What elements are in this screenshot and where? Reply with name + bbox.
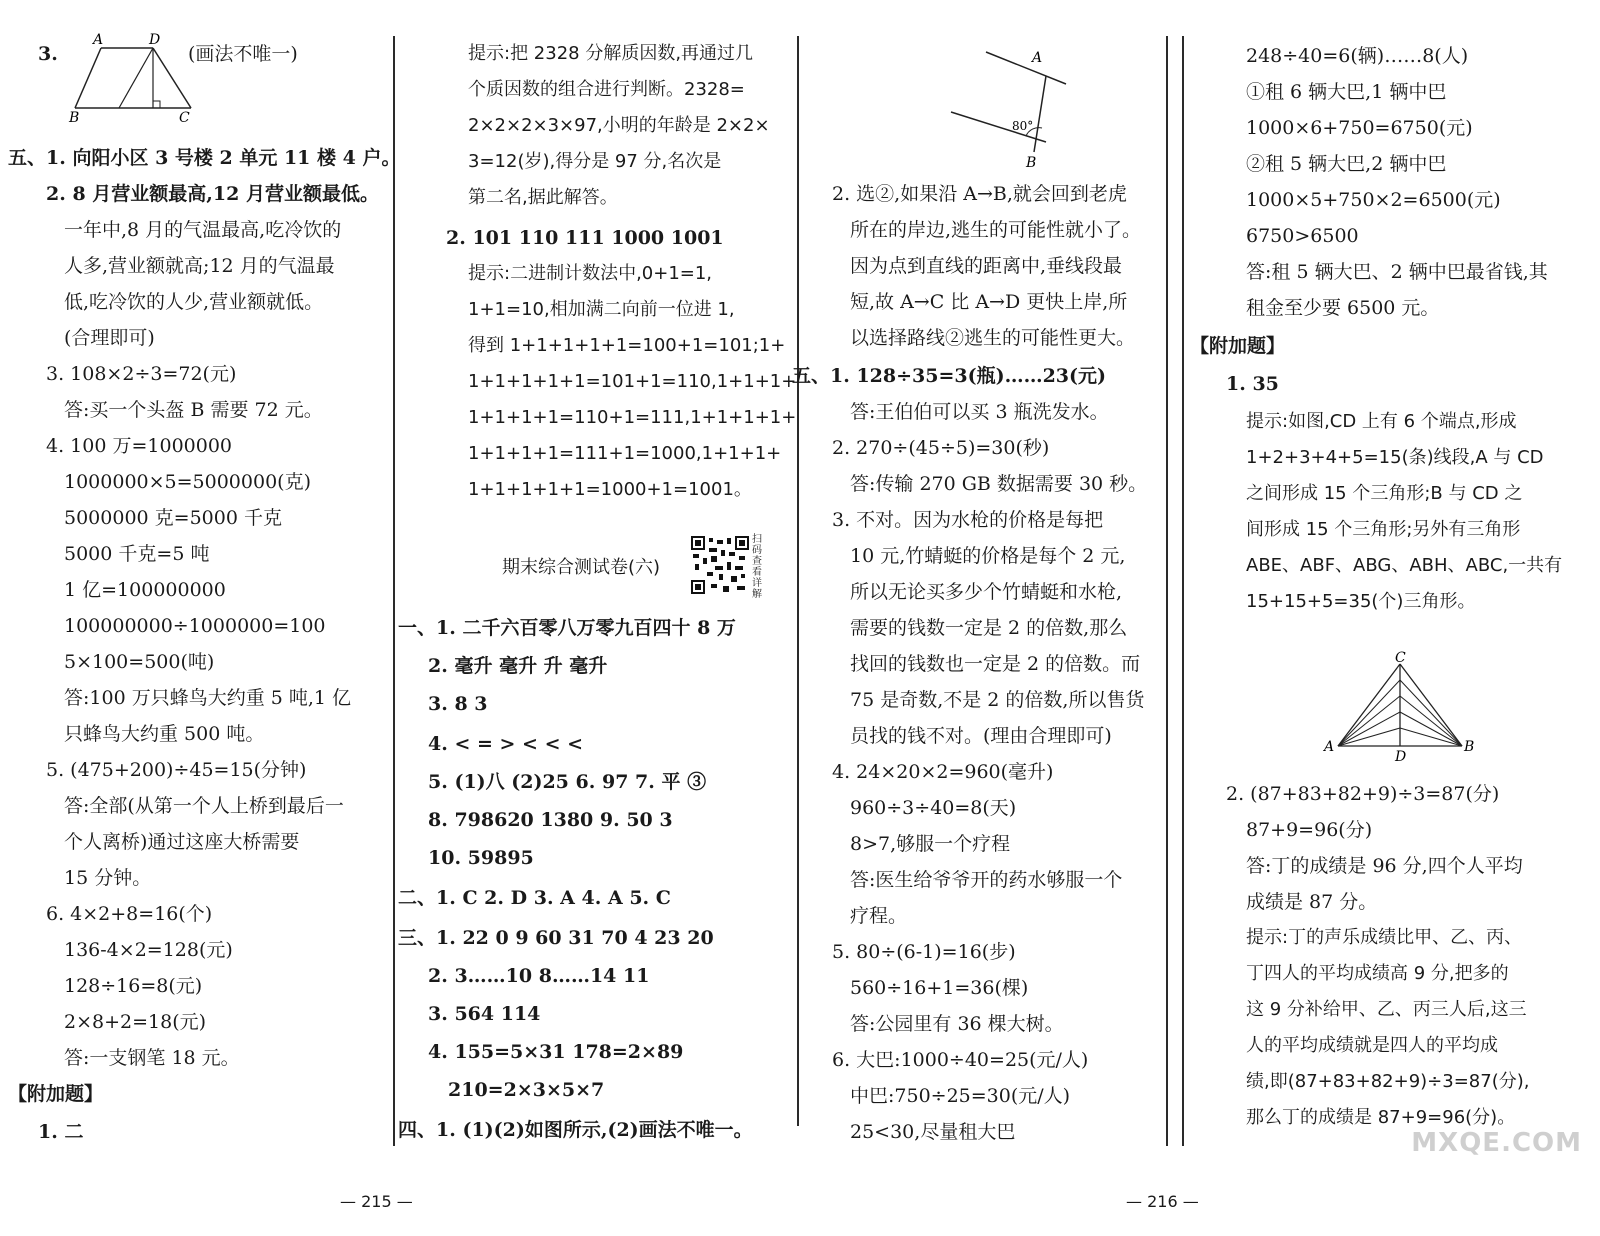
hint-line: 那么丁的成绩是 87+9=96(分)。	[1246, 1107, 1516, 1128]
answer-line: 1. 二	[38, 1121, 84, 1143]
answer-line: 10. 59895	[428, 847, 534, 869]
hint-line: 间形成 15 个三角形;另外有三角形	[1246, 519, 1521, 540]
trapezoid-figure	[63, 32, 203, 122]
hint-line: 2×2×2×3×97,小明的年龄是 2×2×	[468, 115, 770, 136]
answer-line: 所以无论买多少个竹蜻蜓和水枪,	[850, 581, 1123, 603]
column-divider-2	[797, 36, 799, 1126]
answer-line: 5. (475+200)÷45=15(分钟)	[46, 759, 307, 781]
answer-line: 6. 大巴:1000÷40=25(元/人)	[832, 1049, 1089, 1071]
answer-line: 1000×6+750=6750(元)	[1246, 117, 1473, 139]
hint-line: 1+1+1+1+1=1000+1=1001。	[468, 479, 752, 500]
answer-line: 1. 35	[1226, 373, 1279, 395]
angle-label: 80°	[1012, 119, 1034, 133]
hint-line: 1+1+1+1+1=101+1=110,1+1+1+	[468, 371, 797, 392]
hint-line: 第二名,据此解答。	[468, 187, 618, 208]
answer-line: 成绩是 87 分。	[1246, 891, 1378, 913]
answer-line: 5. 80÷(6-1)=16(步)	[832, 941, 1016, 963]
hint-line: 之间形成 15 个三角形;B 与 CD 之	[1246, 483, 1523, 504]
answer-line: 四、1. (1)(2)如图所示,(2)画法不唯一。	[398, 1119, 753, 1141]
watermark: MXQE.COM	[1411, 1128, 1582, 1158]
vertex-label: C	[1395, 650, 1406, 666]
answer-line: 248÷40=6(辆)……8(人)	[1246, 45, 1469, 67]
section-heading: 【附加题】	[8, 1083, 104, 1105]
answer-line: 短,故 A→C 比 A→D 更快上岸,所	[850, 291, 1128, 313]
section-heading: 【附加题】	[1190, 335, 1286, 357]
answer-line: 三、1. 22 0 9 60 31 70 4 23 20	[398, 927, 714, 949]
qr-label: 扫码查看详解	[752, 534, 762, 600]
answer-line: 租金至少要 6500 元。	[1246, 297, 1440, 319]
answer-line: 因为点到直线的距离中,垂线段最	[850, 255, 1123, 277]
answer-line: 2. 270÷(45÷5)=30(秒)	[832, 437, 1050, 459]
hint-line: ABE、ABF、ABG、ABH、ABC,一共有	[1246, 555, 1563, 576]
answer-line: 2. 毫升 毫升 升 毫升	[428, 655, 608, 677]
answer-line: 人多,营业额就高;12 月的气温最	[64, 255, 335, 277]
column-divider-4	[1182, 36, 1184, 1146]
answer-line: 1000×5+750×2=6500(元)	[1246, 189, 1501, 211]
answer-line: 答:一支钢笔 18 元。	[64, 1047, 240, 1069]
answer-line: 5×100=500(吨)	[64, 651, 215, 673]
hint-line: 提示:把 2328 分解质因数,再通过几	[468, 43, 754, 64]
point-label: B	[1026, 155, 1037, 171]
answer-line: 6. 4×2+8=16(个)	[46, 903, 213, 925]
answer-line: 4. 100 万=1000000	[46, 435, 233, 457]
answer-line: 136-4×2=128(元)	[64, 939, 233, 961]
column-divider-3	[1166, 36, 1168, 1146]
exam-title: 期末综合测试卷(六)	[502, 557, 661, 578]
answer-line: 答:王伯伯可以买 3 瓶洗发水。	[850, 401, 1109, 423]
answer-line: 25<30,尽量租大巴	[850, 1121, 1016, 1143]
hint-line: 绩,即(87+83+82+9)÷3=87(分),	[1246, 1071, 1530, 1092]
hint-line: 丁四人的平均成绩高 9 分,把多的	[1246, 963, 1509, 984]
answer-line: 5000000 克=5000 千克	[64, 507, 282, 529]
vertex-label: B	[1464, 739, 1475, 755]
vertex-label: A	[1324, 739, 1335, 755]
answer-line: 1 亿=100000000	[64, 579, 226, 601]
answer-line: 87+9=96(分)	[1246, 819, 1373, 841]
answer-line: 五、1. 向阳小区 3 号楼 2 单元 11 楼 4 户。	[8, 147, 401, 169]
answer-line: 3.	[38, 43, 58, 65]
hint-line: 1+1+1+1=111+1=1000,1+1+1+	[468, 443, 782, 464]
answer-line: 4. < = > < < <	[428, 733, 584, 755]
answer-line: 4. 155=5×31 178=2×89	[428, 1041, 684, 1063]
hint-line: 15+15+5=35(个)三角形。	[1246, 591, 1476, 612]
answer-line: 1000000×5=5000000(克)	[64, 471, 311, 493]
answer-line: 2×8+2=18(元)	[64, 1011, 207, 1033]
answer-line: 100000000÷1000000=100	[64, 615, 326, 637]
answer-line: 疗程。	[850, 905, 908, 927]
answer-line: 560÷16+1=36(棵)	[850, 977, 1029, 999]
answer-line: 低,吃冷饮的人少,营业额就低。	[64, 291, 324, 313]
answer-line: 五、1. 128÷35=3(瓶)……23(元)	[792, 365, 1107, 387]
answer-line: 答:买一个头盔 B 需要 72 元。	[64, 399, 323, 421]
answer-line: 3. 108×2÷3=72(元)	[46, 363, 237, 385]
answer-line: 960÷3÷40=8(天)	[850, 797, 1017, 819]
answer-line: 2. 选②,如果沿 A→B,就会回到老虎	[832, 183, 1127, 205]
vertex-label: A	[93, 32, 104, 48]
hint-line: 这 9 分补给甲、乙、丙三人后,这三	[1246, 999, 1527, 1020]
hint-line: 提示:丁的声乐成绩比甲、乙、丙、	[1246, 927, 1523, 948]
answer-line: 答:医生给爷爷开的药水够服一个	[850, 869, 1123, 891]
answer-line: 只蜂鸟大约重 500 吨。	[64, 723, 265, 745]
column-divider-1	[393, 36, 395, 1146]
hint-line: 1+2+3+4+5=15(条)线段,A 与 CD	[1246, 447, 1544, 468]
answer-line: 需要的钱数一定是 2 的倍数,那么	[850, 617, 1128, 639]
triangle-figure	[1320, 650, 1480, 762]
vertex-label: B	[69, 110, 80, 122]
answer-line: 128÷16=8(元)	[64, 975, 203, 997]
answer-line: 个人离桥)通过这座大桥需要	[64, 831, 300, 853]
answer-line: 一、1. 二千六百零八万零九百四十 8 万	[398, 617, 736, 639]
answer-line: 员找的钱不对。(理由合理即可)	[850, 725, 1112, 747]
answer-line: 5000 千克=5 吨	[64, 543, 210, 565]
answer-line: 3. 8 3	[428, 693, 488, 715]
answer-line: 75 是奇数,不是 2 的倍数,所以售货	[850, 689, 1145, 711]
answer-line: 8. 798620 1380 9. 50 3	[428, 809, 673, 831]
answer-line: 15 分钟。	[64, 867, 152, 889]
answer-line: 中巴:750÷25=30(元/人)	[850, 1085, 1071, 1107]
answer-line: 答:100 万只蜂鸟大约重 5 吨,1 亿	[64, 687, 352, 709]
answer-line: 3. 不对。因为水枪的价格是每把	[832, 509, 1104, 531]
answer-line: 以选择路线②逃生的可能性更大。	[850, 327, 1136, 349]
hint-line: 提示:二进制计数法中,0+1=1,	[468, 263, 713, 284]
angle-figure	[946, 42, 1096, 172]
answer-line: 10 元,竹蜻蜓的价格是每个 2 元,	[850, 545, 1126, 567]
answer-line: 答:全部(从第一个人上桥到最后一	[64, 795, 344, 817]
answer-line: 4. 24×20×2=960(毫升)	[832, 761, 1054, 783]
hint-line: 人的平均成绩就是四人的平均成	[1246, 1035, 1498, 1056]
hint-line: 得到 1+1+1+1+1=100+1=101;1+	[468, 335, 786, 356]
qr-code-icon[interactable]	[691, 536, 749, 594]
vertex-label: D	[1395, 749, 1407, 762]
vertex-label: D	[149, 32, 161, 48]
answer-line: 答:丁的成绩是 96 分,四个人平均	[1246, 855, 1523, 877]
answer-line: 答:传输 270 GB 数据需要 30 秒。	[850, 473, 1148, 495]
answer-line: 8>7,够服一个疗程	[850, 833, 1011, 855]
point-label: A	[1032, 50, 1043, 66]
answer-line: 5. (1)八 (2)25 6. 97 7. 平 ③	[428, 771, 707, 793]
answer-line: 210=2×3×5×7	[448, 1079, 605, 1101]
answer-line: ①租 6 辆大巴,1 辆中巴	[1246, 81, 1447, 103]
answer-line: 一年中,8 月的气温最高,吃冷饮的	[64, 219, 342, 241]
hint-line: 3=12(岁),得分是 97 分,名次是	[468, 151, 722, 172]
page-number: — 215 —	[340, 1192, 413, 1211]
answer-line: (合理即可)	[64, 327, 155, 349]
answer-line: 2. 101 110 111 1000 1001	[446, 227, 724, 249]
hint-line: 个质因数的组合进行判断。2328=	[468, 79, 745, 100]
answer-line: 答:公园里有 36 棵大树。	[850, 1013, 1064, 1035]
answer-line: 2. 8 月营业额最高,12 月营业额最低。	[46, 183, 379, 205]
answer-line: 二、1. C 2. D 3. A 4. A 5. C	[398, 887, 671, 909]
answer-line: 答:租 5 辆大巴、2 辆中巴最省钱,其	[1246, 261, 1548, 283]
answer-line: 2. (87+83+82+9)÷3=87(分)	[1226, 783, 1500, 805]
hint-line: 1+1+1+1=110+1=111,1+1+1+1+	[468, 407, 797, 428]
answer-line: 6750>6500	[1246, 225, 1359, 247]
answer-line: 3. 564 114	[428, 1003, 541, 1025]
hint-line: 提示:如图,CD 上有 6 个端点,形成	[1246, 411, 1517, 432]
answer-line: (画法不唯一)	[188, 43, 298, 65]
vertex-label: C	[179, 110, 190, 122]
answer-line: 所在的岸边,逃生的可能性就小了。	[850, 219, 1142, 241]
hint-line: 1+1=10,相加满二向前一位进 1,	[468, 299, 735, 320]
answer-line: 2. 3……10 8……14 11	[428, 965, 650, 987]
page-number: — 216 —	[1126, 1192, 1199, 1211]
answer-line: 找回的钱数也一定是 2 的倍数。而	[850, 653, 1141, 675]
answer-line: ②租 5 辆大巴,2 辆中巴	[1246, 153, 1447, 175]
